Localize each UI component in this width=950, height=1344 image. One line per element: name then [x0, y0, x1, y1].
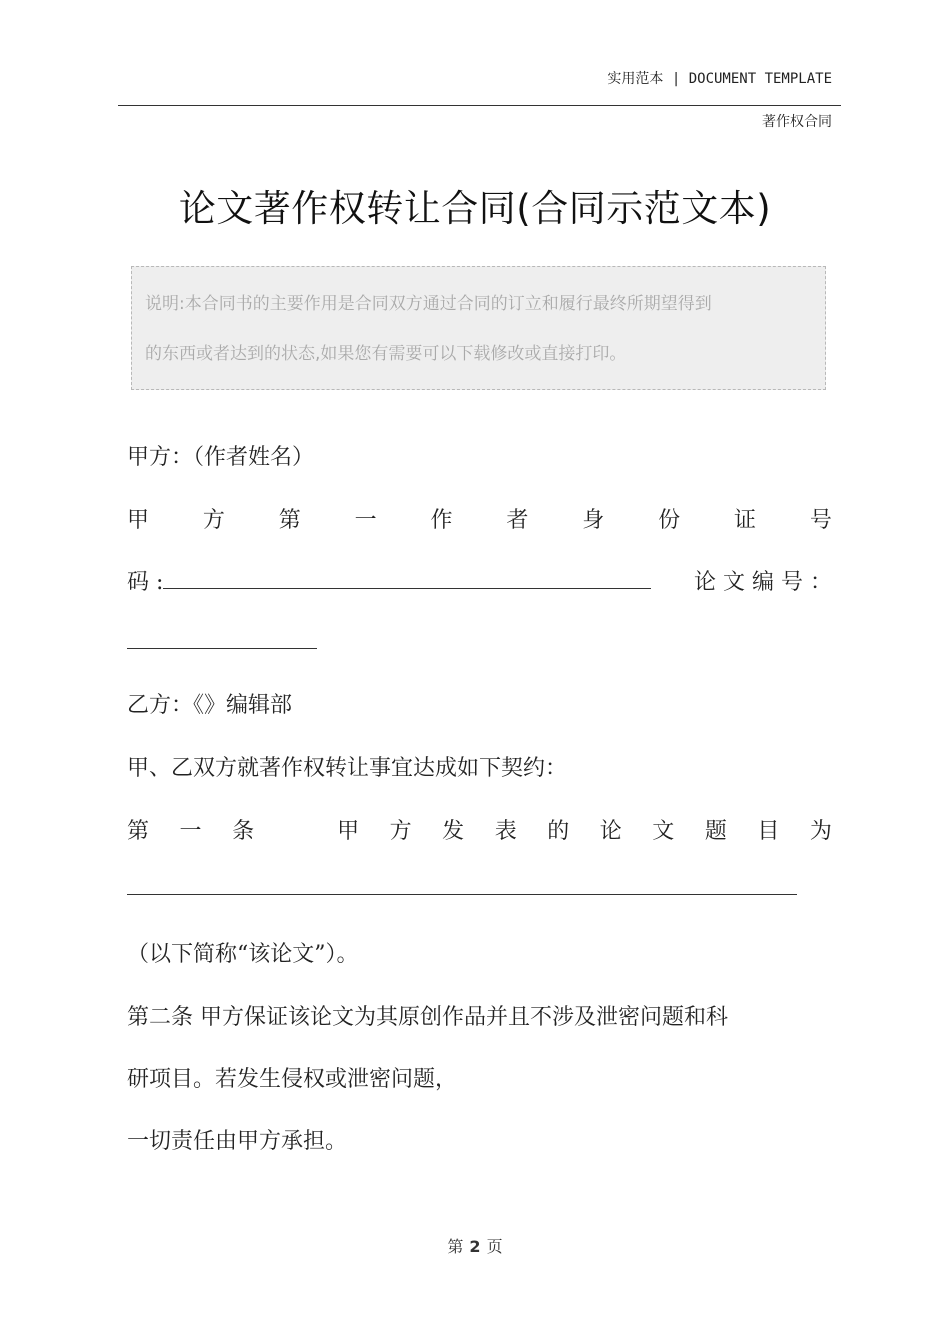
id-label-char-2: 第	[278, 508, 301, 533]
article-1-char-9: 论	[599, 819, 622, 844]
article-2-line-2: 研项目。若发生侵权或泄密问题，	[127, 1067, 458, 1092]
id-label-char-6: 身	[582, 508, 605, 533]
header-category-label: 著作权合同	[762, 114, 832, 130]
id-number-blank	[163, 570, 651, 589]
instruction-note-box	[131, 266, 826, 390]
article-1-char-13: 为	[809, 819, 832, 844]
agreement-intro: 甲、乙双方就著作权转让事宜达成如下契约：	[127, 756, 568, 781]
article-1-char-8: 的	[547, 819, 570, 844]
article-1-char-3	[285, 814, 307, 845]
id-code-prefix: 码 :	[127, 570, 164, 595]
page-number: 2	[469, 1237, 481, 1256]
id-label-char-8: 证	[734, 508, 757, 533]
id-label-char-4: 作	[430, 508, 453, 533]
paper-title-blank	[127, 876, 797, 895]
id-label-char-3: 一	[354, 508, 377, 533]
footer-suffix: 页	[486, 1237, 503, 1256]
article-1-char-12: 目	[757, 819, 780, 844]
id-and-paper-number-line	[127, 565, 832, 596]
note-line-2: 的东西或者达到的状态,如果您有需要可以下载修改或直接打印。	[145, 344, 627, 364]
article-2-line-1: 第二条 甲方保证该论文为其原创作品并且不涉及泄密问题和科	[127, 1005, 728, 1030]
article-1-title-blank-line	[127, 876, 797, 901]
party-a-line: 甲方：（作者姓名）	[127, 445, 315, 470]
header-template-label: 实用范本 | DOCUMENT TEMPLATE	[607, 71, 832, 87]
article-1-tail: （以下简称“该论文”）。	[127, 942, 359, 967]
article-1-char-0: 第	[127, 819, 150, 844]
document-title: 论文著作权转让合同(合同示范文本)	[178, 187, 772, 230]
article-1-char-4: 甲	[337, 819, 360, 844]
header-divider	[118, 105, 841, 106]
article-1-char-7: 表	[494, 819, 517, 844]
article-1-char-2: 条	[232, 819, 255, 844]
article-1-char-6: 发	[442, 819, 465, 844]
note-line-1: 说明:本合同书的主要作用是合同双方通过合同的订立和履行最终所期望得到	[145, 294, 712, 314]
paper-number-blank-line	[127, 630, 317, 655]
article-1-char-11: 题	[704, 819, 727, 844]
id-number-label-line	[127, 503, 832, 534]
id-label-char-5: 者	[506, 508, 529, 533]
id-label-char-1: 方	[202, 508, 225, 533]
article-1-char-10: 文	[652, 819, 675, 844]
id-label-char-9: 号	[809, 508, 832, 533]
article-2-line-3: 一切责任由甲方承担。	[127, 1129, 348, 1154]
article-1-char-5: 方	[389, 819, 412, 844]
page-footer	[0, 1234, 950, 1257]
article-1-char-1: 一	[179, 819, 202, 844]
id-label-char-7: 份	[658, 508, 681, 533]
article-1-line	[127, 814, 832, 845]
paper-number-blank	[127, 630, 317, 649]
party-b-line: 乙方：《》编辑部	[127, 693, 293, 718]
footer-prefix: 第	[447, 1237, 464, 1256]
id-label-char-0: 甲	[127, 508, 150, 533]
paper-number-label: 论 文 编 号 ：	[694, 570, 832, 595]
